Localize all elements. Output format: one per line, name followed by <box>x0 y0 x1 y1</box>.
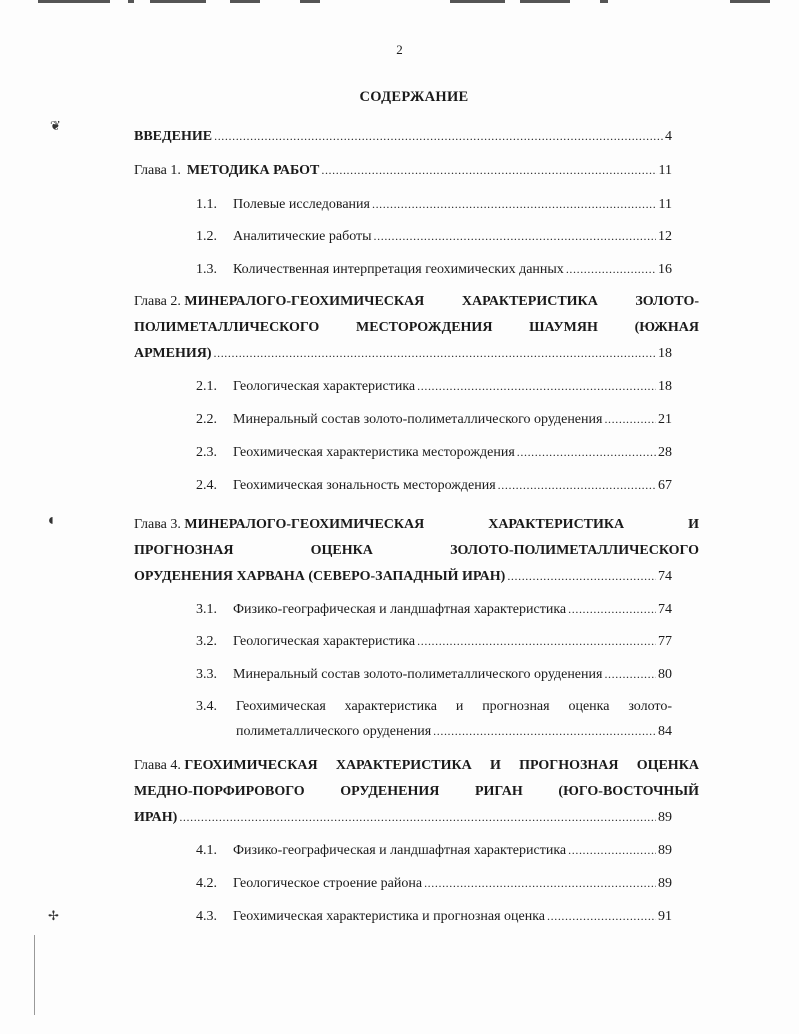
chapter-title-word: ПРОГНОЗНАЯ <box>134 543 234 558</box>
toc-entry-section[interactable] <box>196 445 672 465</box>
toc-entry-section[interactable] <box>196 262 672 282</box>
toc-entry-chapter-2-line2 <box>134 320 699 340</box>
chapter-title-word: ХАРАКТЕРИСТИКА <box>488 517 625 532</box>
section-number: 2.1. <box>196 379 217 394</box>
scan-artifact-top <box>0 0 799 6</box>
dot-leader <box>374 229 656 245</box>
toc-entry-intro[interactable] <box>134 129 672 149</box>
toc-entry-section[interactable] <box>196 634 672 654</box>
entry-page: 18 <box>658 346 672 361</box>
chapter-title-word: МИНЕРАЛОГО-ГЕОХИМИЧЕСКАЯ <box>184 517 425 532</box>
chapter-title-word: ОЦЕНКА <box>310 543 373 558</box>
scan-margin-line <box>34 935 35 1015</box>
dot-leader <box>568 602 656 618</box>
section-number: 4.3. <box>196 909 217 924</box>
section-title-line1 <box>236 699 672 719</box>
entry-title: МЕТОДИКА РАБОТ <box>186 163 320 178</box>
section-title-word: и <box>455 699 464 714</box>
entry-page: 80 <box>658 667 672 682</box>
entry-page: 89 <box>658 810 672 825</box>
section-number: 1.1. <box>196 197 217 212</box>
toc-entry-section[interactable] <box>196 412 672 432</box>
section-title-word: прогнозная <box>482 699 550 714</box>
dot-leader <box>517 445 656 461</box>
section-number: 1.2. <box>196 229 217 244</box>
entry-page: 11 <box>658 163 672 178</box>
chapter-title-word: ЗОЛОТО- <box>635 294 699 309</box>
chapter-title-word: ЗОЛОТО-ПОЛИМЕТАЛЛИЧЕСКОГО <box>450 543 699 558</box>
chapter-title-word: МИНЕРАЛОГО-ГЕОХИМИЧЕСКАЯ <box>184 294 425 309</box>
scan-mark: ✢ <box>48 908 59 923</box>
dot-leader <box>547 909 656 925</box>
entry-page: 91 <box>658 909 672 924</box>
toc-entry-section[interactable] <box>196 876 672 896</box>
chapter-title-word: ХАРАКТЕРИСТИКА <box>461 294 598 309</box>
entry-page: 74 <box>658 569 672 584</box>
entry-page: 21 <box>658 412 672 427</box>
dot-leader <box>604 667 656 683</box>
toc-entry-chapter-4-line2 <box>134 784 699 804</box>
entry-title: Геологическая характеристика <box>233 379 416 394</box>
section-number: 2.2. <box>196 412 217 427</box>
chapter-title-word: ГЕОХИМИЧЕСКАЯ <box>184 758 318 773</box>
toc-entry-section[interactable] <box>196 667 672 687</box>
dot-leader <box>417 634 656 650</box>
section-title-word: Геохимическая <box>236 699 326 714</box>
dot-leader <box>433 724 656 740</box>
entry-page: 18 <box>658 379 672 394</box>
section-number: 2.4. <box>196 478 217 493</box>
dot-leader <box>417 379 656 395</box>
entry-title: полиметаллического оруденения <box>236 724 432 739</box>
entry-title: Геохимическая зональность месторождения <box>233 478 496 493</box>
section-title-word: оценка <box>568 699 610 714</box>
entry-title: Количественная интерпретация геохимических данных <box>233 262 564 277</box>
toc-entry-chapter-4-line1[interactable] <box>134 758 699 778</box>
entry-title: Полевые исследования <box>233 197 370 212</box>
section-number: 4.1. <box>196 843 217 858</box>
dot-leader <box>214 346 657 362</box>
chapter-title-word: (ЮЖНАЯ <box>634 320 699 335</box>
chapter-title-word: МЕДНО-ПОРФИРОВОГО <box>134 784 305 799</box>
dot-leader <box>507 569 656 585</box>
section-number: 2.3. <box>196 445 217 460</box>
entry-title: Геохимическая характеристика месторождения <box>233 445 515 460</box>
entry-page: 28 <box>658 445 672 460</box>
entry-page: 89 <box>658 843 672 858</box>
dot-leader <box>321 163 656 179</box>
chapter-title-word: И <box>688 517 699 532</box>
scan-mark: ❦ <box>50 118 61 133</box>
entry-title: Геологическое строение района <box>233 876 423 891</box>
toc-entry-section[interactable] <box>196 478 672 498</box>
entry-page: 4 <box>665 129 672 144</box>
dot-leader <box>604 412 656 428</box>
section-number: 1.3. <box>196 262 217 277</box>
toc-entry-chapter-2-line1[interactable] <box>134 294 699 314</box>
entry-page: 16 <box>658 262 672 277</box>
section-title-word: характеристика <box>344 699 437 714</box>
dot-leader <box>498 478 656 494</box>
chapter-title-end: АРМЕНИЯ) <box>134 346 212 361</box>
toc-entry-chapter-3-line3 <box>134 569 672 589</box>
chapter-title-word: ПОЛИМЕТАЛЛИЧЕСКОГО <box>134 320 320 335</box>
chapter-title-word: ПРОГНОЗНАЯ <box>519 758 619 773</box>
toc-entry-chapter-3-line1[interactable] <box>134 517 699 537</box>
dot-leader <box>566 262 656 278</box>
chapter-prefix: Глава 3. <box>134 517 181 532</box>
chapter-title-word: И <box>489 758 501 773</box>
page-number: 2 <box>396 42 403 57</box>
chapter-title-word: ШАУМЯН <box>529 320 598 335</box>
section-number: 3.2. <box>196 634 217 649</box>
section-title-line2 <box>236 724 672 744</box>
chapter-prefix: Глава 1. <box>134 163 181 178</box>
section-number: 3.4. <box>196 699 217 714</box>
chapter-title-word: РИГАН <box>474 784 523 799</box>
dot-leader <box>424 876 656 892</box>
toc-entry-section[interactable] <box>196 602 672 622</box>
chapter-title-word: ХАРАКТЕРИСТИКА <box>335 758 472 773</box>
chapter-title-word: (ЮГО-ВОСТОЧНЫЙ <box>558 784 699 799</box>
entry-page: 89 <box>658 876 672 891</box>
toc-entry-chapter-4-line3 <box>134 810 672 830</box>
chapter-prefix: Глава 4. <box>134 758 181 773</box>
section-number: 4.2. <box>196 876 217 891</box>
section-number: 3.3. <box>196 667 217 682</box>
dot-leader <box>214 129 663 145</box>
dot-leader <box>372 197 657 213</box>
entry-page: 74 <box>658 602 672 617</box>
toc-entry-chapter-1[interactable] <box>134 163 672 183</box>
toc-entry-section[interactable] <box>196 379 672 399</box>
toc-entry-section[interactable] <box>196 229 672 249</box>
chapter-title-word: МЕСТОРОЖДЕНИЯ <box>356 320 493 335</box>
entry-title: Минеральный состав золото-полиметаллического оруденения <box>233 667 603 682</box>
section-title-word: золото- <box>628 699 672 714</box>
entry-title: Физико-географическая и ландшафтная характеристика <box>233 843 567 858</box>
section-number: 3.1. <box>196 602 217 617</box>
entry-title: Минеральный состав золото-полиметаллического оруденения <box>233 412 603 427</box>
entry-title: Геохимическая характеристика и прогнозная оценка <box>233 909 546 924</box>
entry-page: 77 <box>658 634 672 649</box>
entry-page: 84 <box>658 724 672 739</box>
toc-entry-chapter-2-line3 <box>134 346 672 366</box>
page-title: СОДЕРЖАНИЕ <box>359 89 469 105</box>
dot-leader <box>568 843 656 859</box>
entry-title: ВВЕДЕНИЕ <box>134 129 213 144</box>
toc-entry-section[interactable] <box>196 909 672 929</box>
chapter-title-word: ОЦЕНКА <box>636 758 699 773</box>
entry-title: Геологическая характеристика <box>233 634 416 649</box>
toc-entry-section[interactable] <box>196 843 672 863</box>
chapter-title-end: ОРУДЕНЕНИЯ ХАРВАНА (СЕВЕРО-ЗАПАДНЫЙ ИРАН) <box>134 569 506 584</box>
scan-mark: ◖ <box>46 512 56 529</box>
entry-page: 11 <box>658 197 672 212</box>
entry-title: Физико-географическая и ландшафтная характеристика <box>233 602 567 617</box>
entry-title: Аналитические работы <box>233 229 372 244</box>
toc-entry-section[interactable] <box>196 197 672 217</box>
entry-page: 67 <box>658 478 672 493</box>
chapter-title-end: ИРАН) <box>134 810 178 825</box>
chapter-prefix: Глава 2. <box>134 294 181 309</box>
toc-entry-chapter-3-line2 <box>134 543 699 563</box>
chapter-title-word: ОРУДЕНЕНИЯ <box>340 784 440 799</box>
entry-page: 12 <box>658 229 672 244</box>
dot-leader <box>179 810 656 826</box>
